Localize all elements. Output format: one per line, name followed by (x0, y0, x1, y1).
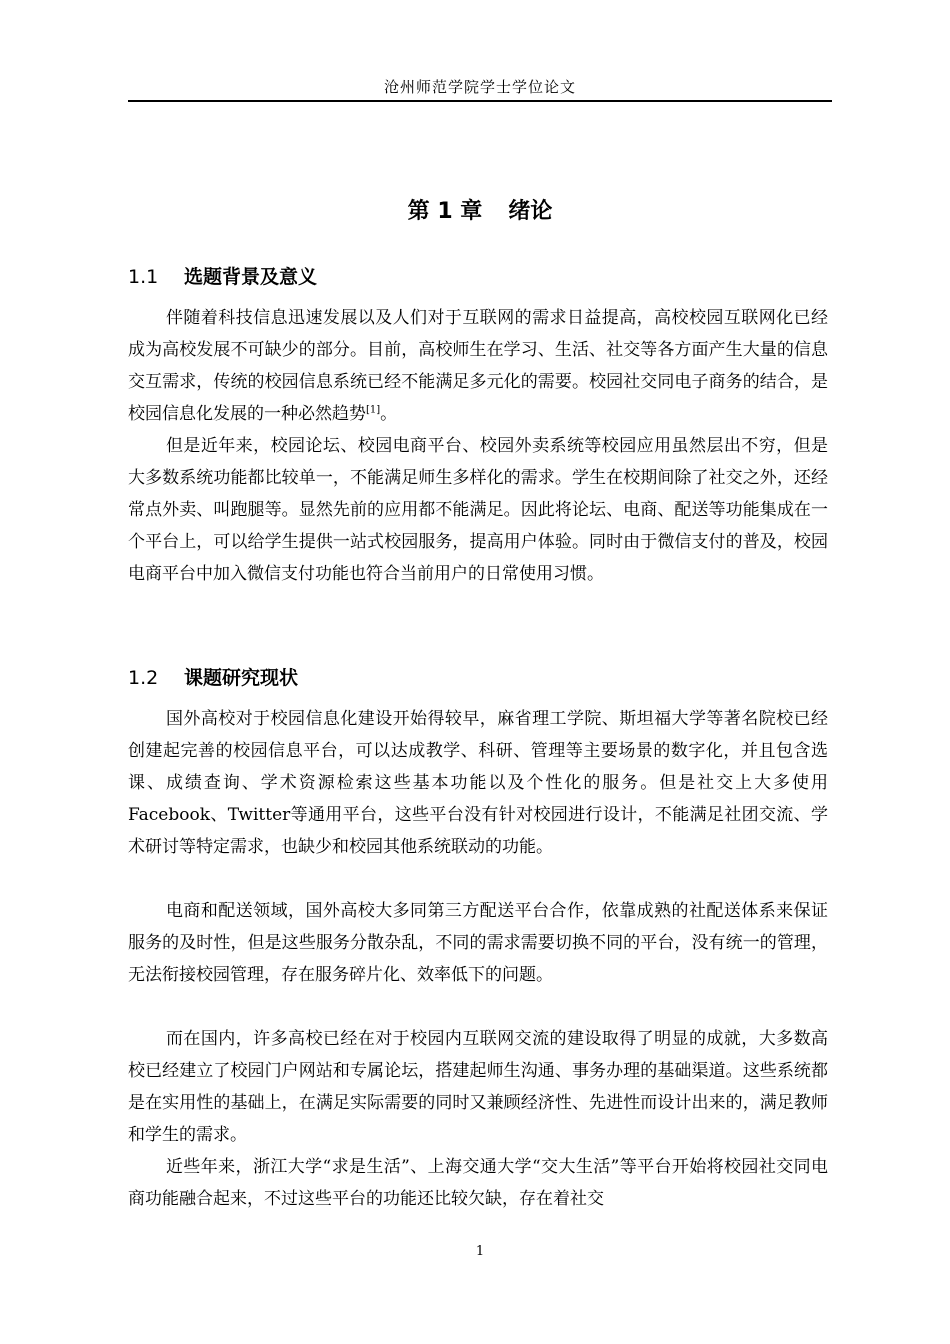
section-number: 1.2 (128, 667, 159, 689)
page-number: 1 (475, 1244, 485, 1259)
paragraph: 电商和配送领域，国外高校大多同第三方配送平台合作，依靠成熟的社配送体系来保证服务的及时性，但是这些服务分散杂乱，不同的需求需要切换不同的平台，没有统一的管理，无法衔接校园管理，存在服务碎片化、效率低下的问题。 (128, 901, 828, 985)
section-title: 选题背景及意义 (184, 266, 318, 288)
paragraph: 但是近年来，校园论坛、校园电商平台、校园外卖系统等校园应用虽然层出不穷，但是大多数系统功能都比较单一，不能满足师生多样化的需求。学生在校期间除了社交之外，还经常点外卖、叫跑腿等。显然先前的应用都不能满足。因此将论坛、电商、配送等功能集成在一个平台上，可以给学生提供一站式校园服务，提高用户体验。同时由于微信支付的普及，校园电商平台中加入微信支付功能也符合当前用户的日常使用习惯。 (128, 436, 828, 584)
paragraph: 而在国内，许多高校已经在对于校园内互联网交流的建设取得了明显的成就，大多数高校已经建立了校园门户网站和专属论坛，搭建起师生沟通、事务办理的基础渠道。这些系统都是在实用性的基础上，在满足实际需要的同时又兼顾经济性、先进性而设计出来的，满足教师和学生的需求。 (128, 1029, 828, 1145)
paragraph-text: 伴随着科技信息迅速发展以及人们对于互联网的需求日益提高，高校校园互联网化已经成为高校发展不可缺少的部分。目前，高校师生在学习、生活、社交等各方面产生大量的信息交互需求，传统的校园信息系统已经不能满足多元化的需要。校园社交同电子商务的结合，是校园信息化发展的一种必然趋势 (128, 308, 828, 424)
running-header: 沧州师范学院学士学位论文 (383, 78, 576, 96)
paragraph: 国外高校对于校园信息化建设开始得较早，麻省理工学院、斯坦福大学等著名院校已经创建起完善的校园信息平台，可以达成教学、科研、管理等主要场景的数字化，并且包含选课、成绩查询、学术资源检索这些基本功能以及个性化的服务。但是社交上大多使用Facebook、Twitter等通用平台，这些平台没有针对校园进行设计，不能满足社团交流、学术研讨等特定需求，也缺少和校园其他系统联动的功能。 (128, 709, 828, 857)
citation-marker[interactable]: [1] (366, 404, 381, 416)
paragraph-tail: 。 (380, 404, 398, 424)
paragraph (128, 302, 828, 430)
chapter-name: 绪论 (508, 199, 553, 224)
chapter-number: 第 1 章 (407, 199, 483, 224)
section-heading-1-1 (128, 262, 317, 289)
header-rule (128, 100, 832, 102)
section-title: 课题研究现状 (184, 667, 299, 689)
chapter-title (128, 194, 832, 225)
section-number: 1.1 (128, 266, 159, 288)
section-heading-1-2 (128, 663, 298, 690)
paragraph: 近些年来，浙江大学“求是生活”、上海交通大学“交大生活”等平台开始将校园社交同电商功能融合起来，不过这些平台的功能还比较欠缺，存在着社交 (128, 1157, 828, 1209)
